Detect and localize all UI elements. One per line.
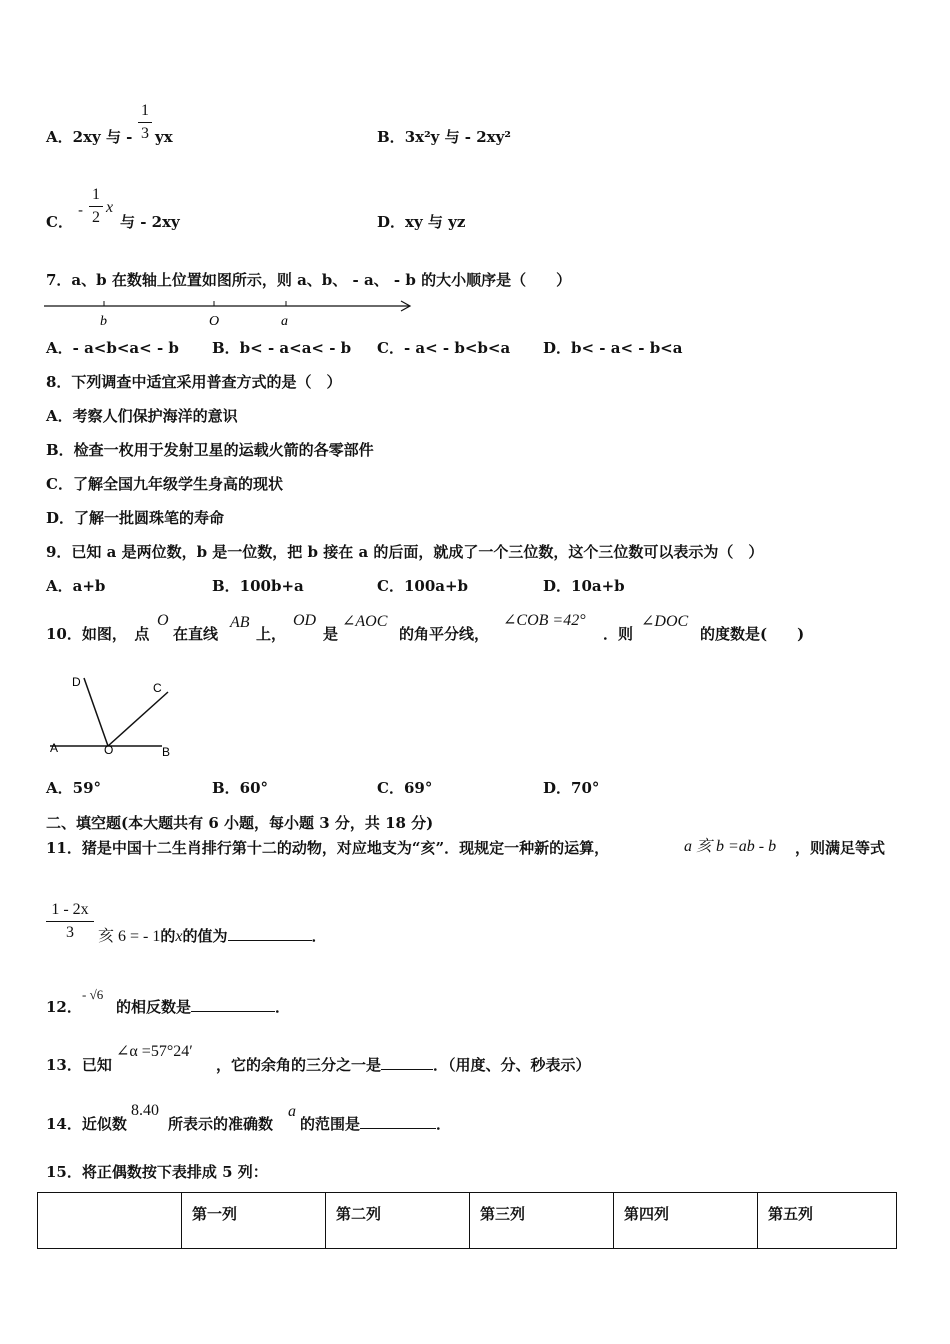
q9-option-c: C．100a+b	[377, 577, 469, 595]
q6-c-minus: -	[78, 201, 84, 219]
angle-figure	[44, 672, 184, 762]
q11-equation: 亥 6 = - 1	[98, 928, 161, 945]
q6-c-label: C．	[46, 213, 73, 231]
q14-num: 14．近似数	[46, 1115, 127, 1133]
table-header-empty	[38, 1193, 182, 1249]
q6-a-frac-num: 1	[141, 102, 149, 119]
q13-end: ．（用度、分、秒表示）	[433, 1056, 591, 1074]
q12-text: 的相反数是	[116, 998, 192, 1016]
q10-text6: 的度数是( )	[700, 625, 805, 643]
q7-option-c: C．- a< - b<b<a	[377, 339, 511, 357]
q11-x: x	[175, 928, 183, 945]
q6-c-text: 与 - 2xy	[120, 213, 180, 231]
q6-c-var: x	[106, 199, 114, 216]
label-c: C	[153, 681, 162, 695]
q10-option-b: B．60°	[212, 779, 269, 797]
table-row	[38, 1193, 897, 1249]
q8-option-c: C．了解全国九年级学生身高的现状	[46, 475, 283, 493]
q9-option-b: B．100b+a	[212, 577, 304, 595]
q6-c-frac-den: 2	[92, 209, 100, 226]
axis-label-b: b	[100, 314, 107, 329]
q14-end: ．	[436, 1115, 452, 1133]
q6-option-a	[46, 127, 132, 147]
q6-a-frac-den: 3	[141, 125, 149, 142]
q7-option-b: B．b< - a<a< - b	[212, 339, 352, 357]
q10-math-ab: AB	[230, 614, 250, 631]
q14-answer-blank[interactable]	[360, 1114, 436, 1129]
even-number-table	[37, 1192, 897, 1249]
q15-stem: 15．将正偶数按下表排成 5 列：	[46, 1163, 268, 1181]
q6-option-b	[377, 127, 511, 147]
q8-stem: 8．下列调查中适宜采用普查方式的是（ ）	[46, 373, 342, 391]
q7-option-d: D．b< - a< - b<a	[543, 339, 683, 357]
table-header-col4: 第四列	[614, 1193, 758, 1249]
q11-operation: a 亥 b =ab - b	[684, 838, 777, 855]
q13-expr: ∠α =57°24′	[116, 1043, 193, 1060]
q10-option-d: D．70°	[543, 779, 600, 797]
q7-option-a: A．- a<b<a< - b	[46, 339, 179, 357]
section-2-heading: 二、填空题(本大题共有 6 小题，每小题 3 分，共 18 分)	[46, 814, 434, 832]
q14-line	[300, 1114, 451, 1134]
q13-num: 13．已知	[46, 1056, 112, 1074]
ray-od	[84, 678, 108, 746]
q12-line	[116, 997, 290, 1017]
q10-text4: 的角平分线，	[399, 625, 490, 643]
q11-answer-blank[interactable]	[228, 926, 312, 941]
q10-math-cob: ∠COB =42°	[503, 612, 586, 629]
q10-text3: 是	[323, 625, 339, 643]
q10-option-a: A．59°	[46, 779, 102, 797]
q14-text1: 所表示的准确数	[168, 1115, 274, 1133]
q12-end: ．	[275, 998, 291, 1016]
q10-math-od: OD	[293, 612, 317, 629]
q13-line	[216, 1055, 591, 1075]
label-b: B	[162, 745, 171, 759]
q7-stem: 7．a、b 在数轴上位置如图所示，则 a、b、 - a、 - b 的大小顺序是（ ）	[46, 271, 572, 289]
q9-stem: 9．已知 a 是两位数，b 是一位数，把 b 接在 a 的后面，就成了一个三位数，这个三位数可以表示为（ ）	[46, 543, 764, 561]
q6-a-text1: 2xy 与 -	[72, 128, 133, 146]
q12-answer-blank[interactable]	[191, 997, 275, 1012]
q14-text2: 的范围是	[300, 1115, 361, 1133]
q9-option-d: D．10a+b	[543, 577, 625, 595]
q6-d-text: xy 与 yz	[405, 213, 466, 231]
q12-expr: - √6	[82, 987, 104, 1002]
q11-tail: ，则满足等式	[795, 839, 886, 857]
table-header-col5: 第五列	[758, 1193, 897, 1249]
q6-d-label: D．	[377, 213, 406, 231]
q6-a-label: A．	[46, 128, 73, 146]
q10-text5: ．则	[603, 625, 634, 643]
q12-num: 12．	[46, 998, 82, 1016]
q11-fraction	[46, 901, 94, 942]
ray-oc	[108, 692, 168, 746]
q13-text: ，它的余角的三分之一是	[216, 1056, 382, 1074]
q6-a-fraction	[138, 102, 152, 143]
q14-math-a: a	[288, 1103, 296, 1120]
axis-label-o: O	[209, 314, 220, 329]
axis-label-a: a	[281, 314, 288, 329]
q14-expr: 8.40	[131, 1102, 159, 1119]
q10-text1: 在直线	[173, 625, 219, 643]
q8-option-d: D．了解一批圆珠笔的寿命	[46, 509, 225, 527]
label-d: D	[72, 675, 81, 689]
q10-math-aoc: ∠AOC	[342, 613, 388, 630]
q6-b-label: B．	[377, 128, 405, 146]
q9-option-a: A．a+b	[46, 577, 106, 595]
label-o: O	[104, 743, 114, 757]
table-header-col2: 第二列	[326, 1193, 470, 1249]
q10-math-o: O	[157, 612, 169, 629]
q11-value: 的值为	[182, 927, 228, 945]
q6-c-frac-num: 1	[92, 186, 100, 203]
q8-option-b: B．检查一枚用于发射卫星的运载火箭的各零部件	[46, 441, 374, 459]
q11-end: ．	[311, 927, 327, 945]
q10-text2: 上，	[256, 625, 287, 643]
q6-option-d	[377, 212, 465, 232]
q11-line1: 11．猪是中国十二生肖排行第十二的动物，对应地支为“亥”．现规定一种新的运算，	[46, 839, 610, 857]
label-a: A	[50, 741, 59, 755]
q11-line2	[98, 926, 327, 947]
q8-option-a: A．考察人们保护海洋的意识	[46, 407, 238, 425]
q11-frac-num: 1 - 2x	[51, 901, 89, 918]
q6-c-fraction	[89, 186, 103, 227]
q6-b-text: 3x²y 与 - 2xy²	[404, 128, 511, 146]
q10-math-doc: ∠DOC	[641, 613, 689, 630]
table-header-col3: 第三列	[470, 1193, 614, 1249]
q10-num: 10．如图， 点	[46, 625, 150, 643]
q10-option-c: C．69°	[377, 779, 433, 797]
q6-a-text2: yx	[155, 128, 173, 146]
number-line-figure	[44, 296, 424, 336]
q11-frac-den: 3	[66, 924, 74, 941]
table-header-col1: 第一列	[182, 1193, 326, 1249]
q11-of: 的	[160, 927, 176, 945]
q13-answer-blank[interactable]	[381, 1055, 433, 1070]
